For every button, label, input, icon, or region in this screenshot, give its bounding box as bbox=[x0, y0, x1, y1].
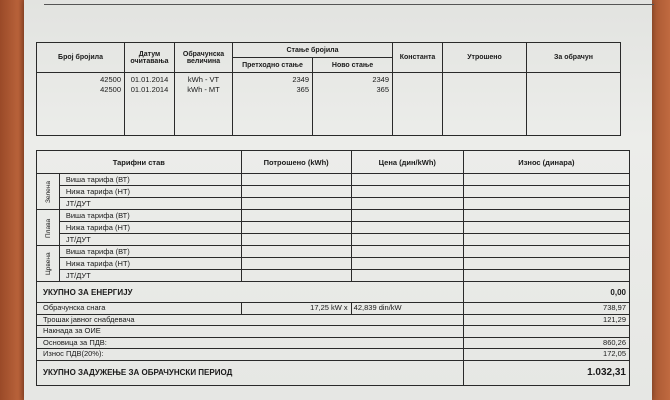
energy-total-label: УКУПНО ЗА ЕНЕРГИЈУ bbox=[37, 282, 464, 303]
new-state: 365 bbox=[376, 85, 389, 94]
tariff-row-label: ЈТ/ДУТ bbox=[59, 234, 241, 246]
new-state-cell bbox=[313, 73, 393, 136]
meter-no-cell bbox=[37, 73, 125, 136]
header-meter-no: Број бројила bbox=[37, 43, 125, 73]
consumed-cell bbox=[443, 73, 527, 136]
billing-quantity: kWh - MT bbox=[187, 85, 220, 94]
zone-red: Црвена bbox=[37, 246, 60, 282]
header-price: Цена (дин/kWh) bbox=[351, 151, 463, 174]
header-billing-quantity: Обрачунска величина bbox=[175, 43, 233, 73]
previous-state: 365 bbox=[296, 85, 309, 94]
header-tariff: Тарифни став bbox=[37, 151, 242, 174]
previous-state-cell bbox=[233, 73, 313, 136]
tariff-row-label: Виша тарифа (ВТ) bbox=[59, 210, 241, 222]
constant-cell bbox=[393, 73, 443, 136]
zone-green: Зелена bbox=[37, 174, 60, 210]
tariff-table bbox=[36, 150, 630, 386]
header-tariff-consumed: Потрошено (kWh) bbox=[241, 151, 351, 174]
meter-no: 42500 bbox=[100, 85, 121, 94]
tariff-row-label: ЈТ/ДУТ bbox=[59, 198, 241, 210]
header-previous-state: Претходно стање bbox=[233, 58, 313, 73]
header-read-date: Датум очитавања bbox=[125, 43, 175, 73]
new-state: 2349 bbox=[372, 75, 389, 84]
detail-label: Обрачунска снага bbox=[37, 303, 242, 315]
header-consumed: Утрошено bbox=[443, 43, 527, 73]
header-for-billing: За обрачун bbox=[527, 43, 621, 73]
tariff-row-label: Нижа тарифа (НТ) bbox=[59, 258, 241, 270]
energy-total-value: 0,00 bbox=[463, 282, 629, 303]
tariff-row-label: Виша тарифа (ВТ) bbox=[59, 246, 241, 258]
tariff-row-label: Нижа тарифа (НТ) bbox=[59, 222, 241, 234]
tariff-row-label: ЈТ/ДУТ bbox=[59, 270, 241, 282]
previous-state: 2349 bbox=[292, 75, 309, 84]
header-meter-state: Стање бројила bbox=[233, 43, 393, 58]
read-date: 01.01.2014 bbox=[130, 75, 169, 84]
detail-value: 738,97 bbox=[463, 303, 629, 315]
detail-label: Основица за ПДВ: bbox=[37, 337, 464, 349]
quantity-cell bbox=[175, 73, 233, 136]
detail-label: Износ ПДВ(20%): bbox=[37, 349, 464, 361]
zone-blue: Плава bbox=[37, 210, 60, 246]
read-date-cell bbox=[125, 73, 175, 136]
background-right bbox=[650, 0, 670, 400]
grand-total-value: 1.032,31 bbox=[463, 360, 629, 385]
detail-value: 121,29 bbox=[463, 314, 629, 326]
header-new-state: Ново стање bbox=[313, 58, 393, 73]
header-constant: Константа bbox=[393, 43, 443, 73]
tariff-row-label: Нижа тарифа (НТ) bbox=[59, 186, 241, 198]
header-amount: Износ (динара) bbox=[463, 151, 629, 174]
detail-label: Накнада за ОИЕ bbox=[37, 326, 464, 338]
meter-no: 42500 bbox=[100, 75, 121, 84]
meter-readings-table bbox=[36, 42, 621, 136]
top-rule bbox=[44, 4, 654, 5]
detail-value: 860,26 bbox=[463, 337, 629, 349]
grand-total-label: УКУПНО ЗАДУЖЕЊЕ ЗА ОБРАЧУНСКИ ПЕРИОД bbox=[37, 360, 464, 385]
detail-power-price: 42,839 din/kW bbox=[351, 303, 463, 315]
detail-label: Трошак јавног снабдевача bbox=[37, 314, 464, 326]
read-date: 01.01.2014 bbox=[130, 85, 169, 94]
for-billing-cell bbox=[527, 73, 621, 136]
tariff-row-label: Виша тарифа (ВТ) bbox=[59, 174, 241, 186]
detail-power: 17,25 kW x bbox=[241, 303, 351, 315]
billing-quantity: kWh - VT bbox=[187, 75, 220, 84]
detail-value: 172,05 bbox=[463, 349, 629, 361]
detail-value bbox=[463, 326, 629, 338]
